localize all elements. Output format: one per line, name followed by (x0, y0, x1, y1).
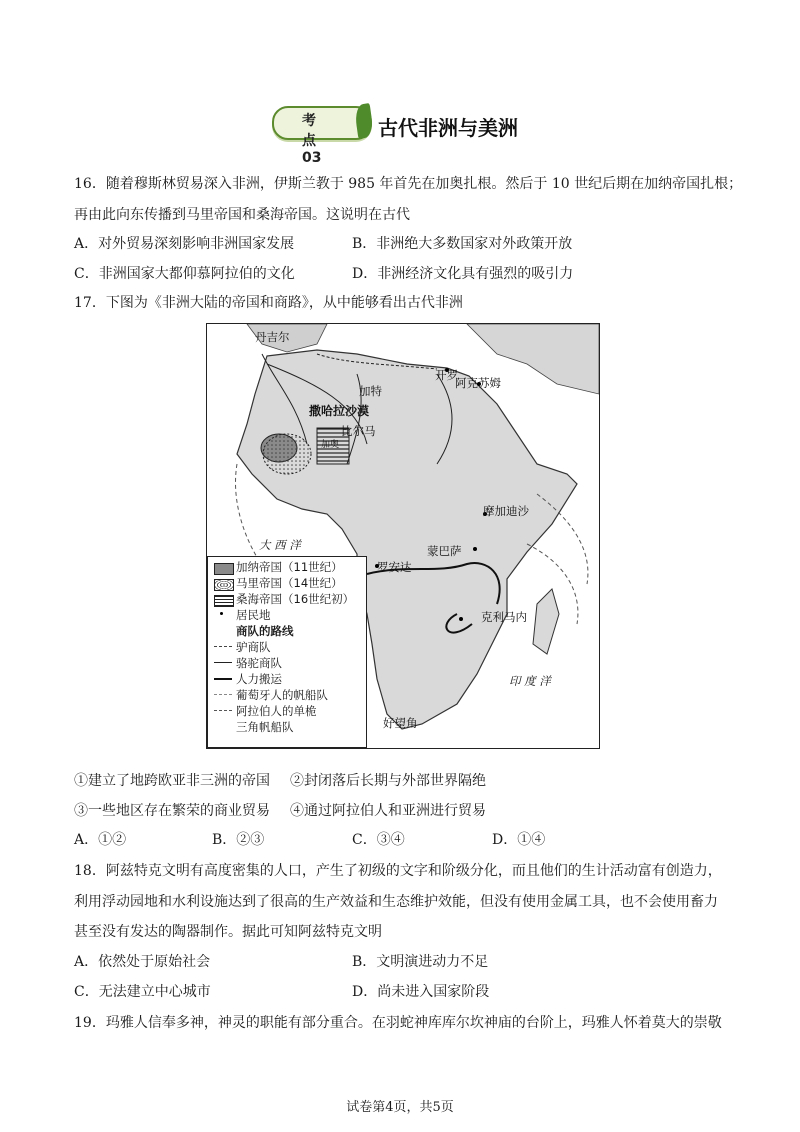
q17-stem: 17．下图为《非洲大陆的帝国和商路》，从中能够看出古代非洲 (74, 295, 463, 311)
legend-songhai: 桑海帝国（16世纪初） (236, 592, 355, 606)
legend-camel: 骆驼商队 (236, 656, 282, 670)
legend-porter: 人力搬运 (236, 672, 282, 686)
section-title: 古代非洲与美洲 (378, 116, 518, 140)
mali-swatch (214, 579, 234, 591)
q17-option-b: B．②③ (212, 832, 265, 848)
arab-line (214, 710, 232, 711)
legend-arab-2: 三角帆船队 (236, 720, 294, 734)
legend-settlement: 居民地 (236, 608, 271, 622)
map-label-mombasa: 蒙巴萨 (427, 544, 462, 558)
porter-line (214, 678, 232, 680)
q19-stem-line1: 19．玛雅人信奉多神，神灵的职能有部分重合。在羽蛇神库库尔坎神庙的台阶上，玛雅人怀着莫大的崇敬 (74, 1015, 722, 1031)
q17-option-a: A．①② (74, 832, 127, 848)
legend-portuguese: 葡萄牙人的帆船队 (236, 688, 328, 702)
q16-stem-line1: 16．随着穆斯林贸易深入非洲，伊斯兰教于 985 年首先在加奥扎根。然后于 10 世纪后期在加纳帝国扎根； (74, 176, 743, 192)
q18-stem-line3: 甚至没有发达的陶器制作。据此可知阿兹特克文明 (74, 924, 382, 940)
map-label-sahara: 撒哈拉沙漠 (309, 404, 370, 418)
q18-option-a: A．依然处于原始社会 (74, 954, 211, 970)
map-label-gao: 加奥 (321, 440, 340, 450)
songhai-swatch (214, 595, 234, 607)
legend-routes-title: 商队的路线 (236, 624, 294, 638)
q17-option-d: D．①④ (492, 832, 546, 848)
map-label-gat: 加特 (359, 384, 382, 398)
map-label-kilwa: 克利马内 (481, 610, 527, 624)
q17-statement-2: ②封闭落后长期与外部世界隔绝 (290, 773, 486, 789)
map-label-bilma: 比尔马 (341, 424, 376, 438)
q17-option-c: C．③④ (352, 832, 405, 848)
map-label-tanger: 丹吉尔 (255, 330, 290, 344)
q16-option-c: C．非洲国家大都仰慕阿拉伯的文化 (74, 266, 295, 282)
q18-option-c: C．无法建立中心城市 (74, 984, 211, 1000)
map-label-mogadishu: 摩加迪沙 (483, 504, 529, 518)
q17-statement-1: ①建立了地跨欧亚非三洲的帝国 (74, 773, 270, 789)
q18-option-b: B．文明演进动力不足 (352, 954, 489, 970)
leaf-icon (354, 103, 375, 139)
q18-stem-line2: 利用浮动园地和水利设施达到了很高的生产效益和生态维护效能，但没有使用金属工具，也不会使用畜力 (74, 894, 718, 910)
q16-stem-line2: 再由此向东传播到马里帝国和桑海帝国。这说明在古代 (74, 207, 410, 223)
africa-trade-map (206, 323, 600, 749)
q17-statement-4: ④通过阿拉伯人和亚洲进行贸易 (290, 803, 486, 819)
badge-label: 考点03 (302, 113, 322, 166)
page-footer: 试卷第4页，共5页 (346, 1100, 454, 1115)
map-label-luanda: 罗安达 (377, 560, 412, 574)
map-label-atlantic: 大 西 洋 (259, 538, 301, 552)
settlement-dot-icon (220, 612, 223, 615)
q18-option-d: D．尚未进入国家阶段 (352, 984, 490, 1000)
portuguese-line (214, 694, 232, 695)
map-label-aksum: 阿克苏姆 (455, 376, 501, 390)
map-label-cape: 好望角 (383, 716, 418, 730)
ghana-swatch (214, 563, 234, 575)
map-legend (207, 556, 367, 748)
q16-option-b: B．非洲绝大多数国家对外政策开放 (352, 236, 573, 252)
map-label-cairo: 开罗 (435, 368, 458, 382)
legend-ghana: 加纳帝国（11世纪） (236, 560, 343, 574)
q16-option-d: D．非洲经济文化具有强烈的吸引力 (352, 266, 574, 282)
camel-line (214, 662, 232, 663)
q16-option-a: A．对外贸易深刻影响非洲国家发展 (74, 236, 295, 252)
map-label-indian-ocean: 印 度 洋 (509, 674, 551, 688)
legend-arab-1: 阿拉伯人的单桅 (236, 704, 317, 718)
donkey-line (214, 646, 232, 647)
legend-donkey: 驴商队 (236, 640, 271, 654)
q18-stem-line1: 18．阿兹特克文明有高度密集的人口，产生了初级的文字和阶级分化，而且他们的生计活动富有创造力， (74, 863, 722, 879)
q17-statement-3: ③一些地区存在繁荣的商业贸易 (74, 803, 270, 819)
legend-mali: 马里帝国（14世纪） (236, 576, 343, 590)
